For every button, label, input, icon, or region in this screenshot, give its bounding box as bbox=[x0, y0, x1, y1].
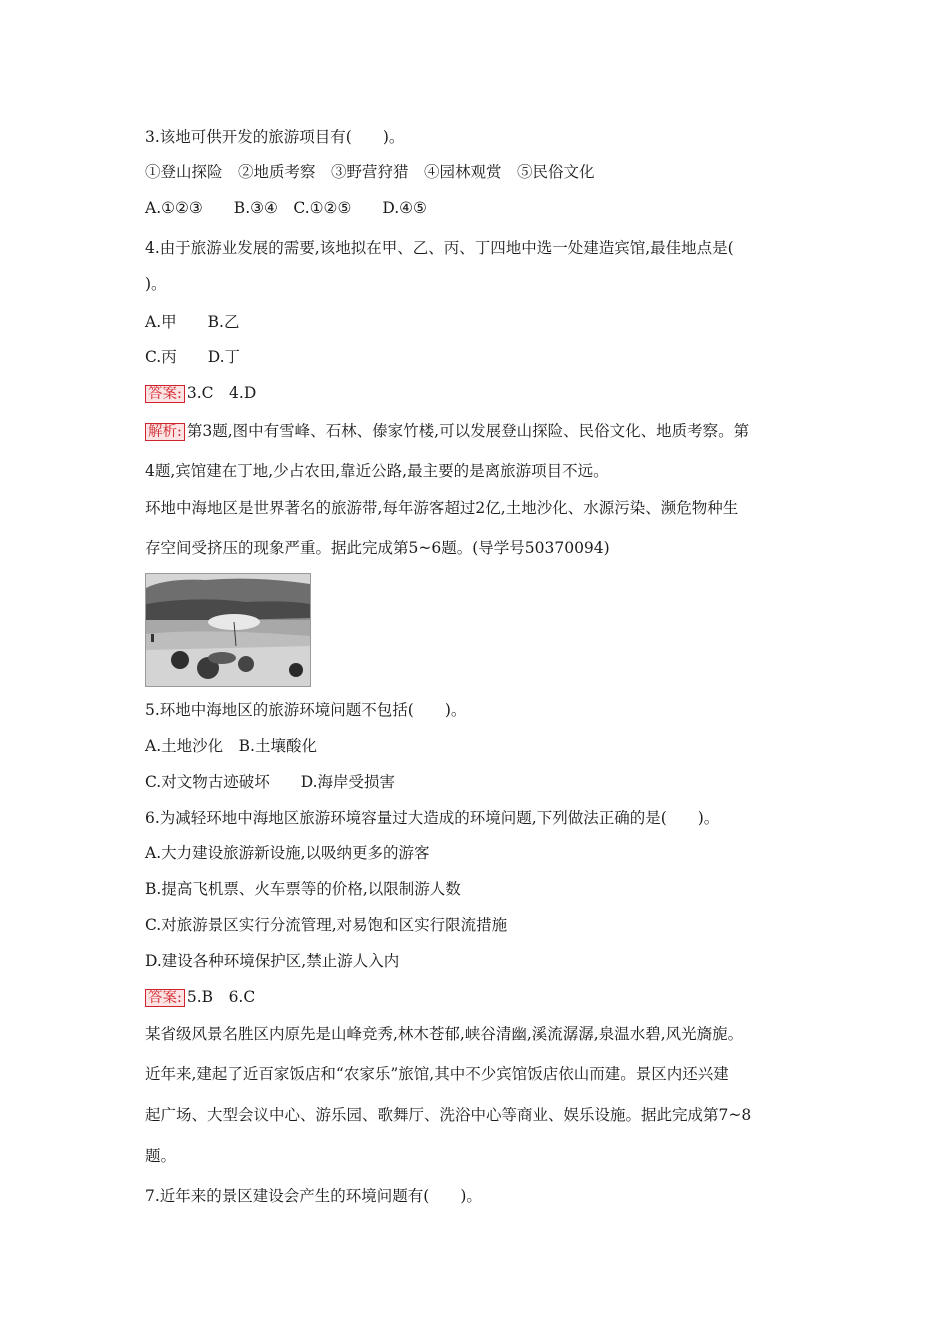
question-6-stem: 6.为减轻环地中海地区旅游环境容量过大造成的环境问题,下列做法正确的是( )。 bbox=[145, 809, 720, 827]
explanation-tag: 解析: bbox=[145, 423, 185, 441]
explanation-3-4-continued: 4题,宾馆建在丁地,少占农田,靠近公路,最主要的是离旅游项目不远。 bbox=[145, 462, 609, 480]
passage-5-6-line1: 环地中海地区是世界著名的旅游带,每年游客超过2亿,土地沙化、水源污染、濒危物种生 bbox=[145, 499, 739, 517]
explanation-3-4 bbox=[145, 421, 749, 441]
question-5-stem: 5.环地中海地区的旅游环境问题不包括( )。 bbox=[145, 701, 467, 719]
answer-5-6-text: 5.B 6.C bbox=[186, 988, 256, 1006]
passage-7-8-line2: 近年来,建起了近百家饭店和“农家乐”旅馆,其中不少宾馆饭店依山而建。景区内还兴建 bbox=[145, 1065, 729, 1083]
passage-7-8-line3: 起广场、大型会议中心、游乐园、歌舞厅、洗浴中心等商业、娱乐设施。据此完成第7~8 bbox=[145, 1106, 752, 1124]
explanation-text: 第3题,图中有雪峰、石林、傣家竹楼,可以发展登山探险、民俗文化、地质考察。第 bbox=[186, 422, 750, 440]
question-4-options-cd: C.丙 D.丁 bbox=[145, 348, 241, 366]
answer-tag-2: 答案: bbox=[145, 989, 185, 1007]
answer-tag: 答案: bbox=[145, 385, 185, 403]
mediterranean-beach-photo bbox=[145, 573, 311, 687]
question-6-option-d: D.建设各种环境保护区,禁止游人入内 bbox=[145, 952, 400, 970]
question-6-option-b: B.提高飞机票、火车票等的价格,以限制游人数 bbox=[145, 880, 461, 898]
question-5-options-ab: A.土地沙化 B.土壤酸化 bbox=[145, 737, 317, 755]
question-7-stem: 7.近年来的景区建设会产生的环境问题有( )。 bbox=[145, 1187, 482, 1205]
answer-3-4-text: 3.C 4.D bbox=[186, 384, 257, 402]
passage-7-8-line4: 题。 bbox=[145, 1147, 177, 1165]
question-4-stem-end: )。 bbox=[145, 275, 167, 293]
answer-5-6 bbox=[145, 987, 255, 1007]
question-3-items: ①登山探险 ②地质考察 ③野营狩猎 ④园林观赏 ⑤民俗文化 bbox=[145, 163, 595, 181]
question-6-option-c: C.对旅游景区实行分流管理,对易饱和区实行限流措施 bbox=[145, 916, 508, 934]
question-3-stem: 3.该地可供开发的旅游项目有( )。 bbox=[145, 128, 405, 146]
question-6-option-a: A.大力建设旅游新设施,以吸纳更多的游客 bbox=[145, 844, 430, 862]
question-4-options-ab: A.甲 B.乙 bbox=[145, 313, 240, 331]
question-4-stem: 4.由于旅游业发展的需要,该地拟在甲、乙、丙、丁四地中选一处建造宾馆,最佳地点是( bbox=[145, 239, 734, 257]
passage-5-6-line2: 存空间受挤压的现象严重。据此完成第5~6题。(导学号50370094) bbox=[145, 539, 610, 557]
question-5-options-cd: C.对文物古迹破坏 D.海岸受损害 bbox=[145, 773, 396, 791]
passage-7-8-line1: 某省级风景名胜区内原先是山峰竞秀,林木苍郁,峡谷清幽,溪流潺潺,泉温水碧,风光旖旎。 bbox=[145, 1025, 744, 1043]
answer-3-4 bbox=[145, 383, 256, 403]
question-3-options: A.①②③ B.③④ C.①②⑤ D.④⑤ bbox=[145, 199, 427, 217]
